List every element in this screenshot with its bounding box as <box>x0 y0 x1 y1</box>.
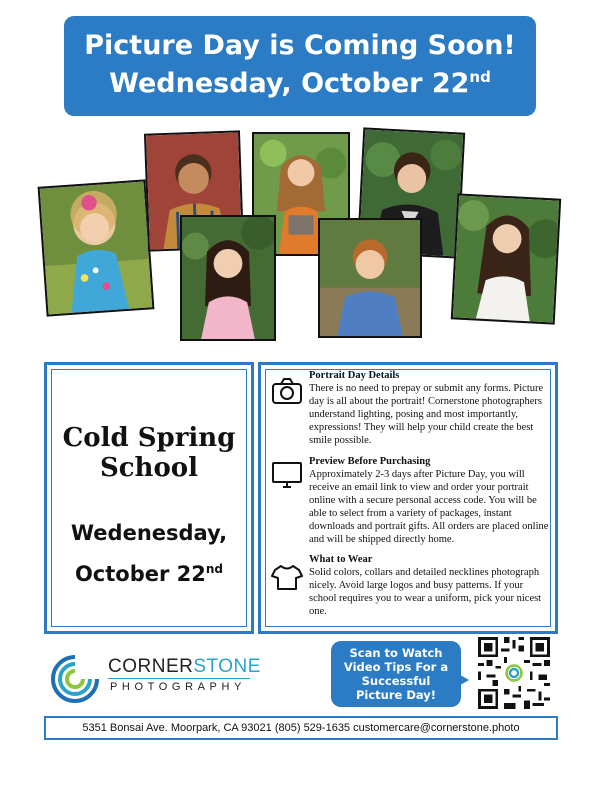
photo-girl-pink-sweater <box>180 215 276 341</box>
preview-heading: Preview Before Purchasing <box>309 456 431 467</box>
details-panel <box>258 362 558 634</box>
banner-date <box>64 64 536 104</box>
callout-pointer <box>455 672 469 688</box>
tshirt-icon <box>271 563 303 591</box>
portrait-day-section <box>309 369 549 447</box>
video-tips-callout <box>331 641 461 707</box>
logo-brand-a: CORNER <box>108 656 194 677</box>
photo-boy-blue-shirt <box>318 218 422 338</box>
cornerstone-logo-mark-icon <box>50 654 100 704</box>
callout-line3: Successful <box>361 674 431 688</box>
logo-brand-b: STONE <box>193 656 261 677</box>
logo-subtitle: PHOTOGRAPHY <box>110 681 246 693</box>
photo-girl-floral-dress <box>38 179 155 316</box>
qr-code-icon[interactable] <box>478 637 550 709</box>
school-name-line2: School <box>99 453 199 483</box>
cornerstone-logo <box>50 650 260 710</box>
preview-body: Approximately 2-3 days after Picture Day, you will receive an email link to view and order your portrait online with a secure personal access code. You will be able to select from a variety of packages, instant downloads and portrait gifts. All orders are placed online and will be shipped directly home. <box>309 469 549 545</box>
school-name <box>47 423 251 483</box>
header-banner <box>64 16 536 116</box>
school-date-line1: Wedenesday, <box>70 521 228 545</box>
preview-section <box>309 455 549 546</box>
logo-brand <box>108 656 261 678</box>
portrait-day-body: There is no need to prepay or submit any forms. Picture day is all about the portrait! Cornerstone photographers understand lighting, posing and most importantly, expressions! They will help your child create the best smile possible. <box>309 383 544 446</box>
callout-line1: Scan to Watch <box>349 646 443 660</box>
school-date-line2 <box>47 551 251 592</box>
camera-icon <box>271 377 303 405</box>
what-to-wear-section <box>309 553 549 618</box>
banner-headline: Picture Day is Coming Soon! <box>84 30 516 61</box>
callout-line4: Picture Day! <box>355 688 437 702</box>
logo-divider <box>108 678 250 679</box>
contact-info: 5351 Bonsai Ave. Moorpark, CA 93021 (805) 529-1635 customercare@cornerstone.photo <box>82 722 520 734</box>
school-info-panel <box>44 362 254 634</box>
portrait-day-heading: Portrait Day Details <box>309 370 400 381</box>
contact-footer <box>44 716 558 740</box>
monitor-icon <box>271 461 303 489</box>
callout-line2: Video Tips For a <box>343 660 449 674</box>
school-date-suffix: nd <box>205 562 224 576</box>
what-to-wear-body: Solid colors, collars and detailed necklines photograph nicely. Avoid large logos and busy patterns. If your school requires you to wear a uniform, pick your nicest one. <box>309 567 542 617</box>
what-to-wear-heading: What to Wear <box>309 554 373 565</box>
school-name-line1: Cold Spring <box>62 423 236 453</box>
banner-date-text: Wednesday, October 22 <box>109 68 470 99</box>
banner-date-suffix: nd <box>469 68 491 86</box>
photo-teen-white-top <box>451 193 561 324</box>
school-date-text: October 22 <box>74 562 206 586</box>
school-picture-date <box>47 515 251 592</box>
